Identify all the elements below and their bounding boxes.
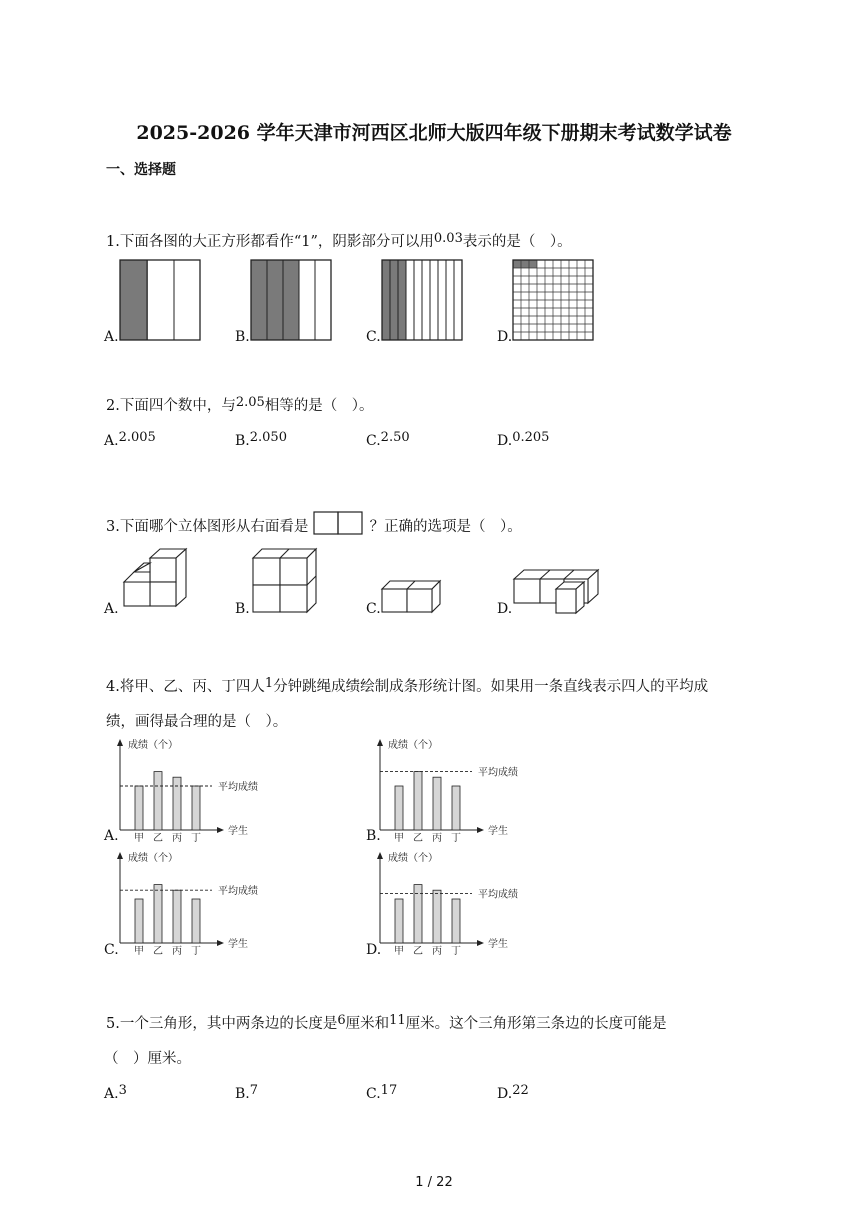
- q4-chart-b-x-arrow: [477, 827, 484, 833]
- question-1-figures: [104, 256, 624, 352]
- section-heading: 一、选择题: [106, 162, 176, 178]
- q1-figure-c: [382, 260, 462, 340]
- q4-chart-a-average-label: 平均成绩: [218, 782, 258, 793]
- q4-chart-c-bar: [192, 899, 200, 943]
- q4-chart-b-tick-label: 甲: [394, 833, 404, 844]
- q1-option-d[interactable]: D.: [497, 329, 513, 345]
- q4-chart-d-tick-label: 乙: [413, 946, 423, 957]
- question-4-charts: [100, 738, 560, 962]
- q4-chart-b-y-arrow: [377, 739, 383, 746]
- q4-chart-a-bar: [154, 772, 162, 830]
- q4-chart-c-tick-label: 丁: [191, 946, 201, 957]
- question-2-stem: 2.下面四个数中，与2.05相等的是（ ）。: [106, 395, 374, 414]
- q4-chart-b-bar: [414, 772, 422, 830]
- question-4-stem-line2: 绩，画得最合理的是（ ）。: [106, 714, 288, 730]
- q4-chart-b-ylabel: 成绩（个）: [388, 740, 438, 751]
- q4-chart-a-bar: [135, 786, 143, 830]
- q4-chart-d-bar: [395, 899, 403, 943]
- q3-option-b[interactable]: B.: [235, 601, 250, 617]
- q4-chart-b-bar: [395, 786, 403, 830]
- q5-option-a[interactable]: A.3: [104, 1083, 127, 1102]
- q4-chart-a-tick-label: 甲: [134, 833, 144, 844]
- q4-chart-b-tick-label: 丙: [432, 833, 442, 844]
- q2-option-c[interactable]: C.2.50: [366, 430, 410, 449]
- q1-figure-a: [120, 260, 200, 340]
- q4-chart-d-tick-label: 丙: [432, 946, 442, 957]
- q4-chart-a-bar: [173, 777, 181, 830]
- q1-option-c[interactable]: C.: [366, 329, 381, 345]
- q4-chart-c-tick-label: 乙: [153, 946, 163, 957]
- q5-option-b[interactable]: B.7: [235, 1083, 259, 1102]
- q3-cube-figure-a: [124, 549, 186, 606]
- q4-chart-b-tick-label: 乙: [413, 833, 423, 844]
- q4-chart-c-y-arrow: [117, 852, 123, 859]
- q4-chart-b-bar: [452, 786, 460, 830]
- q3-option-a[interactable]: A.: [104, 601, 119, 617]
- q4-option-d[interactable]: D.: [366, 942, 382, 958]
- q2-option-d[interactable]: D.0.205: [497, 430, 550, 449]
- q2-option-a[interactable]: A.2.005: [104, 430, 156, 449]
- q4-chart-b-xlabel: 学生: [488, 826, 508, 837]
- q4-chart-c-x-arrow: [217, 940, 224, 946]
- question-1-stem: 1.下面各图的大正方形都看作“1”，阴影部分可以用0.03表示的是（ ）。: [106, 231, 572, 250]
- q4-chart-a-tick-label: 乙: [153, 833, 163, 844]
- q4-chart-d-average-label: 平均成绩: [478, 889, 518, 901]
- q4-chart-a-x-arrow: [217, 827, 224, 833]
- q4-chart-c-tick-label: 甲: [134, 946, 144, 957]
- q1-option-a[interactable]: A.: [104, 329, 119, 345]
- q3-cube-figure-c: [382, 581, 440, 612]
- q4-chart-d-tick-label: 甲: [394, 946, 404, 957]
- q4-chart-a-tick-label: 丙: [172, 833, 182, 844]
- q4-chart-d-bar: [433, 890, 441, 943]
- q4-chart-d-bar: [452, 899, 460, 943]
- q4-option-a[interactable]: A.: [104, 828, 119, 844]
- q4-chart-b-average-label: 平均成绩: [478, 767, 518, 779]
- q4-chart-a-ylabel: 成绩（个）: [128, 740, 178, 751]
- q4-chart-a-tick-label: 丁: [191, 833, 201, 844]
- q4-chart-c-ylabel: 成绩（个）: [128, 853, 178, 864]
- q5-option-d[interactable]: D.22: [497, 1083, 529, 1102]
- q4-chart-c-bar: [173, 890, 181, 943]
- q2-option-b[interactable]: B.2.050: [235, 430, 287, 449]
- question-3-stem: 3.下面哪个立体图形从右面看是 ？正确的选项是（ ）。: [106, 511, 522, 537]
- q4-chart-c-bar: [135, 899, 143, 943]
- q3-option-d[interactable]: D.: [497, 601, 513, 617]
- q5-option-c[interactable]: C.17: [366, 1083, 398, 1102]
- q4-chart-a-y-arrow: [117, 739, 123, 746]
- q4-chart-b-bar: [433, 777, 441, 830]
- q4-option-b[interactable]: B.: [366, 828, 381, 844]
- q3-cube-figure-d: [514, 570, 598, 613]
- q4-chart-d-y-arrow: [377, 852, 383, 859]
- page-title: 2025-2026 学年天津市河西区北师大版四年级下册期末考试数学试卷: [136, 122, 732, 144]
- question-4-stem-line1: 4.将甲、乙、丙、丁四人1分钟跳绳成绩绘制成条形统计图。如果用一条直线表示四人的平均成: [106, 676, 709, 695]
- q1-figure-d: [513, 260, 593, 340]
- q4-chart-c-average-label: 平均成绩: [218, 886, 258, 898]
- question-5-stem-line2: （ ）厘米。: [104, 1051, 191, 1067]
- q4-chart-b-tick-label: 丁: [451, 833, 461, 844]
- q1-figure-b: [251, 260, 331, 340]
- q1-option-b[interactable]: B.: [235, 329, 250, 345]
- q3-option-c[interactable]: C.: [366, 601, 381, 617]
- q4-chart-d-x-arrow: [477, 940, 484, 946]
- question-5-stem-line1: 5.一个三角形，其中两条边的长度是6厘米和11厘米。这个三角形第三条边的长度可能是: [106, 1013, 667, 1032]
- q4-chart-d-tick-label: 丁: [451, 946, 461, 957]
- q4-option-c[interactable]: C.: [104, 942, 119, 958]
- q4-chart-d-xlabel: 学生: [488, 939, 508, 950]
- q4-chart-c-xlabel: 学生: [228, 939, 248, 950]
- page-number: 1 / 22: [415, 1175, 453, 1190]
- question-3-figures: [104, 540, 624, 620]
- right-view-figure: [313, 511, 365, 537]
- q4-chart-a-xlabel: 学生: [228, 826, 248, 837]
- q4-chart-a-bar: [192, 786, 200, 830]
- q4-chart-d-ylabel: 成绩（个）: [388, 853, 438, 864]
- q4-chart-c-bar: [154, 885, 162, 943]
- q3-cube-figure-b: [253, 549, 316, 612]
- q4-chart-c-tick-label: 丙: [172, 946, 182, 957]
